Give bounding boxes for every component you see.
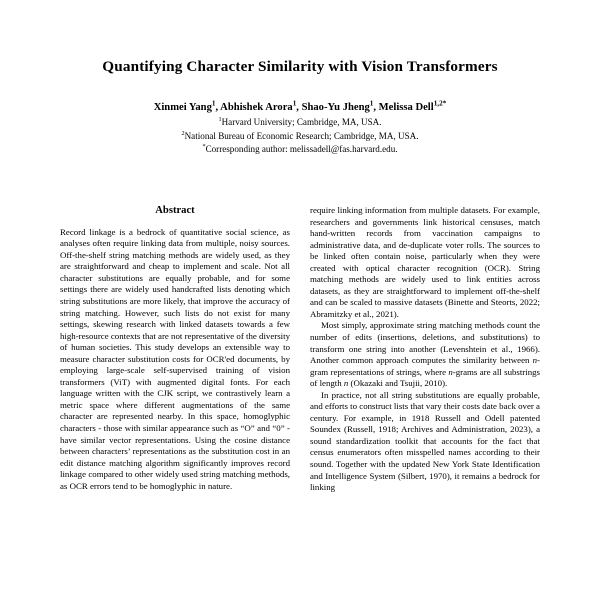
intro-paragraph-3: In practice, not all string substitutions are equally probable, and efforts to construct lists that vary their costs date back over a century. For example, in 1918 Russell and Odell patented Soundex (Russell, 1918; Archives and Administration, 2023), a sound standardization toolkit that accounts for the fact that census enumerators often misspelled names according to their sound. Together with the updated New York State Identification and Intelligence System (Silbert, 1970), it remains a bedrock for linking bbox=[310, 389, 540, 493]
corresponding-author: *Corresponding author: melissadell@fas.harvard.edu. bbox=[202, 142, 398, 154]
affiliation-2: $^2$National Bureau of Economic Research; Cambridge, MA, USA. bbox=[181, 129, 419, 141]
column-left bbox=[60, 205, 290, 600]
abstract-heading: Abstract bbox=[155, 205, 195, 216]
intro-paragraph-2: Most simply, approximate string matching methods count the number of edits (insertions, deletions, and substitutions) to transform one string into another (Levenshtein et al., 1966). Another common approach computes the similarity between n-gram representations of strings, where n-grams are all substrings of length n (Okazaki and Tsujii, 2010). bbox=[310, 320, 540, 389]
column-right bbox=[310, 205, 540, 600]
two-column-body bbox=[60, 205, 540, 600]
intro-paragraph-1: require linking information from multiple datasets. For example, researchers and governments link historical censuses, match hand-written records from vaccination campaigns to administrative data, and de-duplicate voter rolls. The sources to be linked often contain noise, particularly when they were created with optical character recognition (OCR). String matching methods are widely used to link entities across datasets, as they are straightforward to implement off-the-shelf and can be scaled to massive datasets (Binette and Steorts, 2022; Abramitzky et al., 2021). bbox=[310, 205, 540, 319]
author-list: Xinmei Yang$^1$, Abhishek Arora$^1$, Shao-Yu Jheng$^1$, Melissa Dell$^{1,2*}$ bbox=[153, 99, 447, 114]
abstract-text: Record linkage is a bedrock of quantitative social science, as analyses often require linking data from multiple, noisy sources. Off-the-shelf string matching methods are widely used, as they are straightforward and cheap to implement and scale. Not all character substitutions are equally probable, and for some settings there are widely used handcrafted lists denoting which string substitutions are more likely, that improve the accuracy of string matching. However, such lists do not exist for many settings, skewing research with linked datasets towards a few high-resource contexts that are not representative of the diversity of human societies. This study develops an extensible way to measure character substitution costs for OCR'ed documents, by employing large-scale self-supervised training of vision transformers (ViT) with augmented digital fonts. For each language written with the CJK script, we contrastively learn a metric space where different augmentations of the same character are represented nearby. In this space, homoglyphic characters - those with similar appearance such as “O” and “0” - have similar vector representations. Using the cosine distance between characters’ representations as the substitution cost in an edit distance matching algorithm significantly improves record linkage compared to other widely used string matching methods, as OCR errors tend to be homoglyphic in nature. bbox=[60, 226, 290, 491]
affiliation-1: $^1$Harvard University; Cambridge, MA, USA. bbox=[218, 116, 382, 128]
page-title: Quantifying Character Similarity with Vision Transformers bbox=[102, 58, 498, 75]
